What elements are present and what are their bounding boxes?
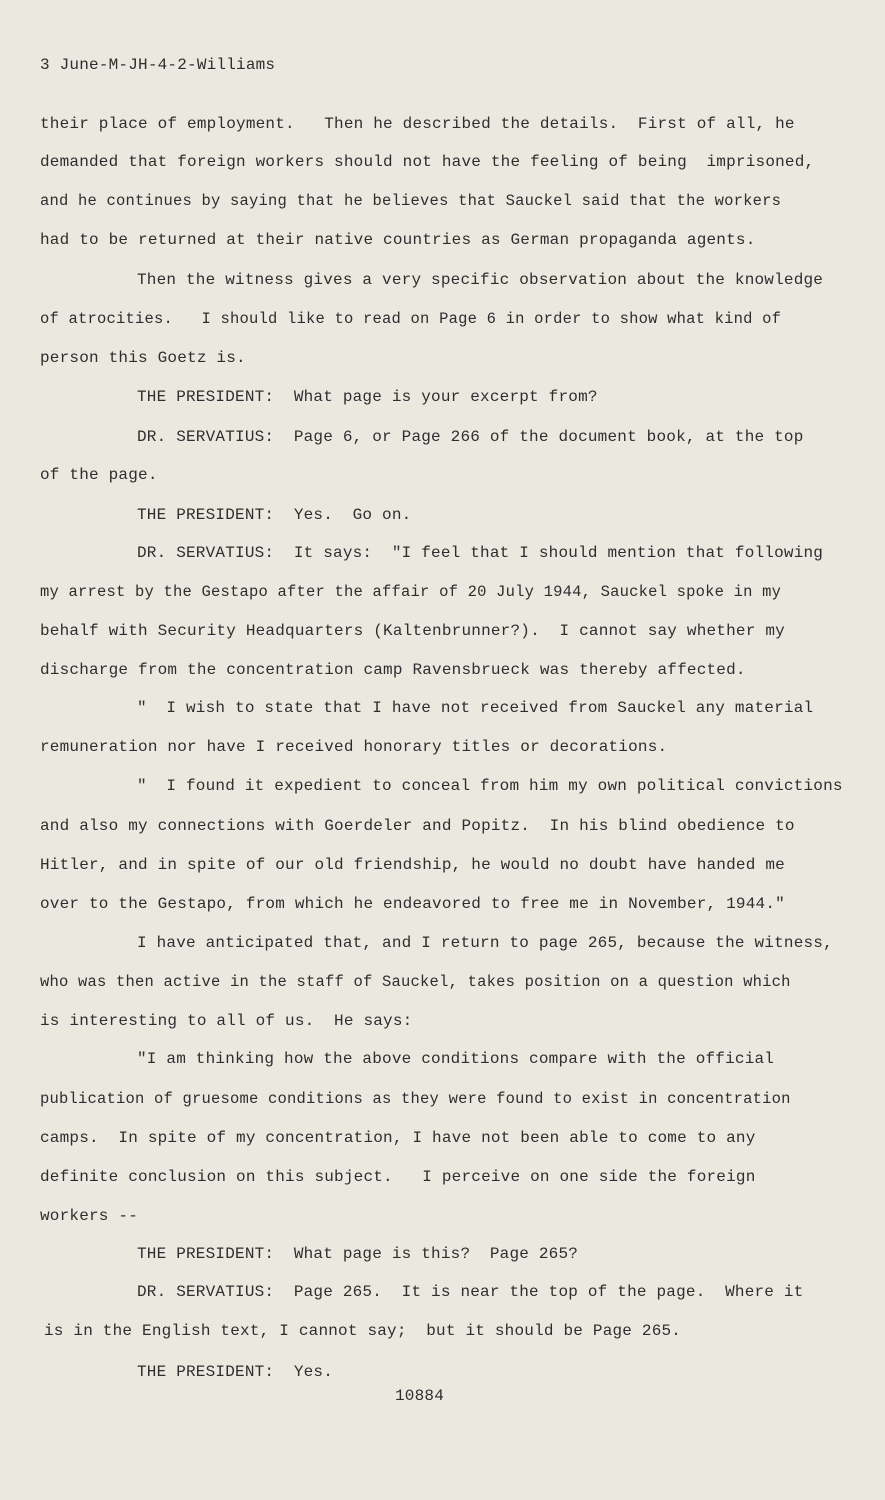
text-line: " I found it expedient to conceal from him my own political convictions	[137, 777, 843, 795]
text-line: person this Goetz is.	[40, 349, 246, 367]
text-line: behalf with Security Headquarters (Kaltenbrunner?). I cannot say whether my	[40, 622, 785, 640]
page-header: 3 June-M-JH-4-2-Williams	[40, 56, 276, 74]
text-line: is in the English text, I cannot say; but it should be Page 265.	[44, 1322, 682, 1340]
text-line: THE PRESIDENT: What page is this? Page 265?	[137, 1245, 579, 1263]
text-line: and he continues by saying that he believes that Sauckel said that the workers	[40, 192, 782, 210]
text-line: " I wish to state that I have not received from Sauckel any material	[137, 699, 814, 717]
text-line: DR. SERVATIUS: Page 265. It is near the top of the page. Where it	[137, 1283, 804, 1301]
text-line: THE PRESIDENT: Yes. Go on.	[137, 506, 412, 524]
text-line: camps. In spite of my concentration, I have not been able to come to any	[40, 1129, 756, 1147]
text-line: Then the witness gives a very specific observation about the knowledge	[137, 271, 824, 289]
text-line: DR. SERVATIUS: It says: "I feel that I should mention that following	[137, 544, 824, 562]
text-line: of the page.	[40, 466, 158, 484]
text-line: definite conclusion on this subject. I perceive on one side the foreign	[40, 1168, 756, 1186]
text-line: Hitler, and in spite of our old friendship, he would no doubt have handed me	[40, 856, 785, 874]
text-line: their place of employment. Then he described the details. First of all, he	[40, 115, 795, 133]
text-line: discharge from the concentration camp Ravensbrueck was thereby affected.	[40, 661, 746, 679]
text-line: had to be returned at their native countries as German propaganda agents.	[40, 231, 756, 249]
text-line: workers --	[40, 1207, 139, 1225]
page-number: 10884	[395, 1387, 445, 1405]
text-line: demanded that foreign workers should not have the feeling of being imprisoned,	[40, 153, 815, 171]
text-line: is interesting to all of us. He says:	[40, 1012, 413, 1030]
text-line: remuneration nor have I received honorary titles or decorations.	[40, 738, 668, 756]
text-line: who was then active in the staff of Sauckel, takes position on a question which	[40, 973, 791, 991]
text-line: and also my connections with Goerdeler and Popitz. In his blind obedience to	[40, 817, 795, 835]
text-line: I have anticipated that, and I return to page 265, because the witness,	[137, 934, 833, 952]
text-line: THE PRESIDENT: Yes.	[137, 1363, 334, 1381]
text-line: THE PRESIDENT: What page is your excerpt from?	[137, 388, 598, 406]
text-line: over to the Gestapo, from which he endeavored to free me in November, 1944."	[40, 895, 785, 913]
text-line: "I am thinking how the above conditions compare with the official	[137, 1050, 775, 1068]
text-line: my arrest by the Gestapo after the affair of 20 July 1944, Sauckel spoke in my	[40, 583, 782, 601]
text-line: of atrocities. I should like to read on Page 6 in order to show what kind of	[40, 310, 782, 328]
text-line: DR. SERVATIUS: Page 6, or Page 266 of the document book, at the top	[137, 428, 804, 446]
text-line: publication of gruesome conditions as they were found to exist in concentration	[40, 1090, 791, 1108]
